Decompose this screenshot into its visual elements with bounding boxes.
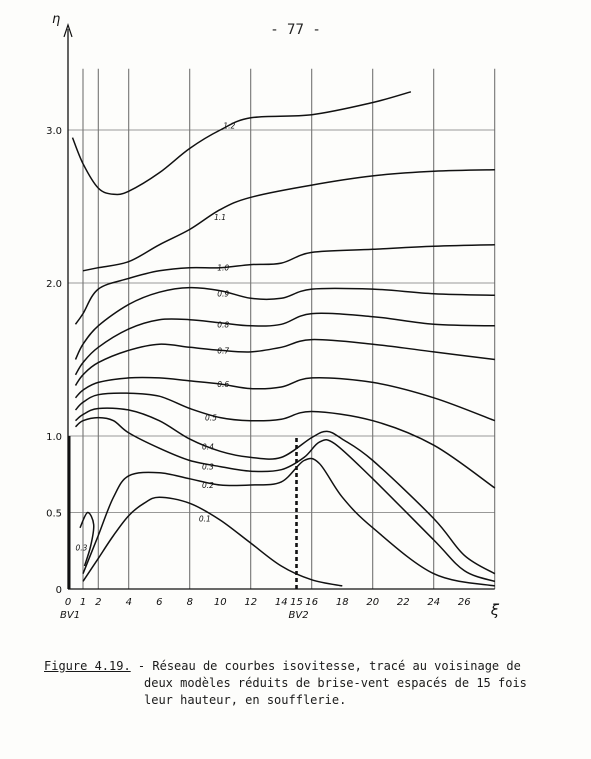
- caption-line-3: [44, 692, 564, 709]
- curve-label: 0.7: [217, 346, 230, 356]
- y-tick-label: 1.0: [46, 432, 62, 443]
- isovelocity-curve-0.6: [76, 377, 495, 420]
- curve-label: 0.5: [205, 413, 217, 423]
- curve-label: 1.0: [217, 263, 230, 273]
- isovelocity-curve-0.2: [83, 458, 495, 585]
- x-axis-label: ξ: [490, 601, 500, 619]
- isovelocity-curve-0.7: [76, 340, 495, 386]
- caption-text-3: leur hauteur, en soufflerie.: [144, 693, 347, 707]
- x-tick-label: 1: [79, 597, 87, 608]
- x-tick-label: 18: [335, 597, 349, 608]
- caption-text-1: - Réseau de courbes isovitesse, tracé au voisinage de: [130, 659, 521, 673]
- caption-label: Figure 4.19.: [44, 659, 131, 673]
- x-tick-label: 26: [457, 597, 471, 608]
- isovelocity-curve-1.1: [83, 170, 495, 271]
- isovelocity-curve-0.8: [76, 313, 495, 375]
- caption-line-2: [44, 675, 564, 692]
- page-number: - 77 -: [270, 22, 321, 38]
- y-tick-label: 0.5: [46, 508, 62, 520]
- breakwall-label: BV2: [288, 610, 309, 621]
- x-tick-label: 6: [156, 597, 163, 608]
- curve-label: 1.1: [214, 213, 227, 223]
- breakwall-label: BV1: [60, 610, 81, 621]
- curve-label: 0.8: [217, 320, 230, 330]
- isovelocity-curve-0.1: [83, 497, 342, 586]
- x-tick-label: 10: [213, 597, 227, 608]
- y-tick-label: 0: [55, 585, 62, 596]
- x-tick-label: 24: [427, 597, 441, 608]
- curve-label: 0.3: [201, 462, 214, 472]
- figure-caption: [44, 658, 564, 709]
- x-tick-label: 4: [125, 597, 132, 608]
- x-tick-label: 2: [95, 597, 102, 608]
- curve-label: 0.9: [217, 289, 230, 299]
- x-tick-label: 12: [244, 597, 258, 608]
- isovelocity-curve-1.2: [73, 92, 411, 195]
- curve-label: 0.1: [198, 514, 211, 524]
- x-tick-label: 20: [366, 597, 380, 608]
- y-tick-label: 3.0: [46, 126, 62, 137]
- y-axis-label: η: [52, 11, 61, 27]
- caption-text-2: deux modèles réduits de brise-vent espacés de 15 fois: [144, 676, 527, 690]
- x-tick-label: 16: [305, 597, 319, 608]
- x-tick-label: 22: [396, 597, 410, 608]
- isovelocity-curve-0.3: [80, 512, 94, 566]
- curve-label: 0.6: [217, 379, 230, 389]
- isovelocity-curve-0.4: [76, 408, 495, 574]
- x-tick-label: 0: [64, 597, 72, 608]
- curve-label: 0.3: [75, 543, 88, 553]
- isovelocity-curve-0.3: [76, 418, 495, 582]
- curve-label: 0.2: [201, 480, 214, 490]
- x-tick-label: 14: [274, 597, 288, 608]
- x-tick-label: 15: [290, 597, 303, 608]
- y-tick-label: 2.0: [46, 279, 62, 290]
- curve-label: 1.2: [223, 121, 236, 131]
- caption-line-1: [44, 658, 564, 675]
- curve-label: 0.4: [201, 442, 214, 452]
- x-tick-label: 8: [186, 597, 193, 608]
